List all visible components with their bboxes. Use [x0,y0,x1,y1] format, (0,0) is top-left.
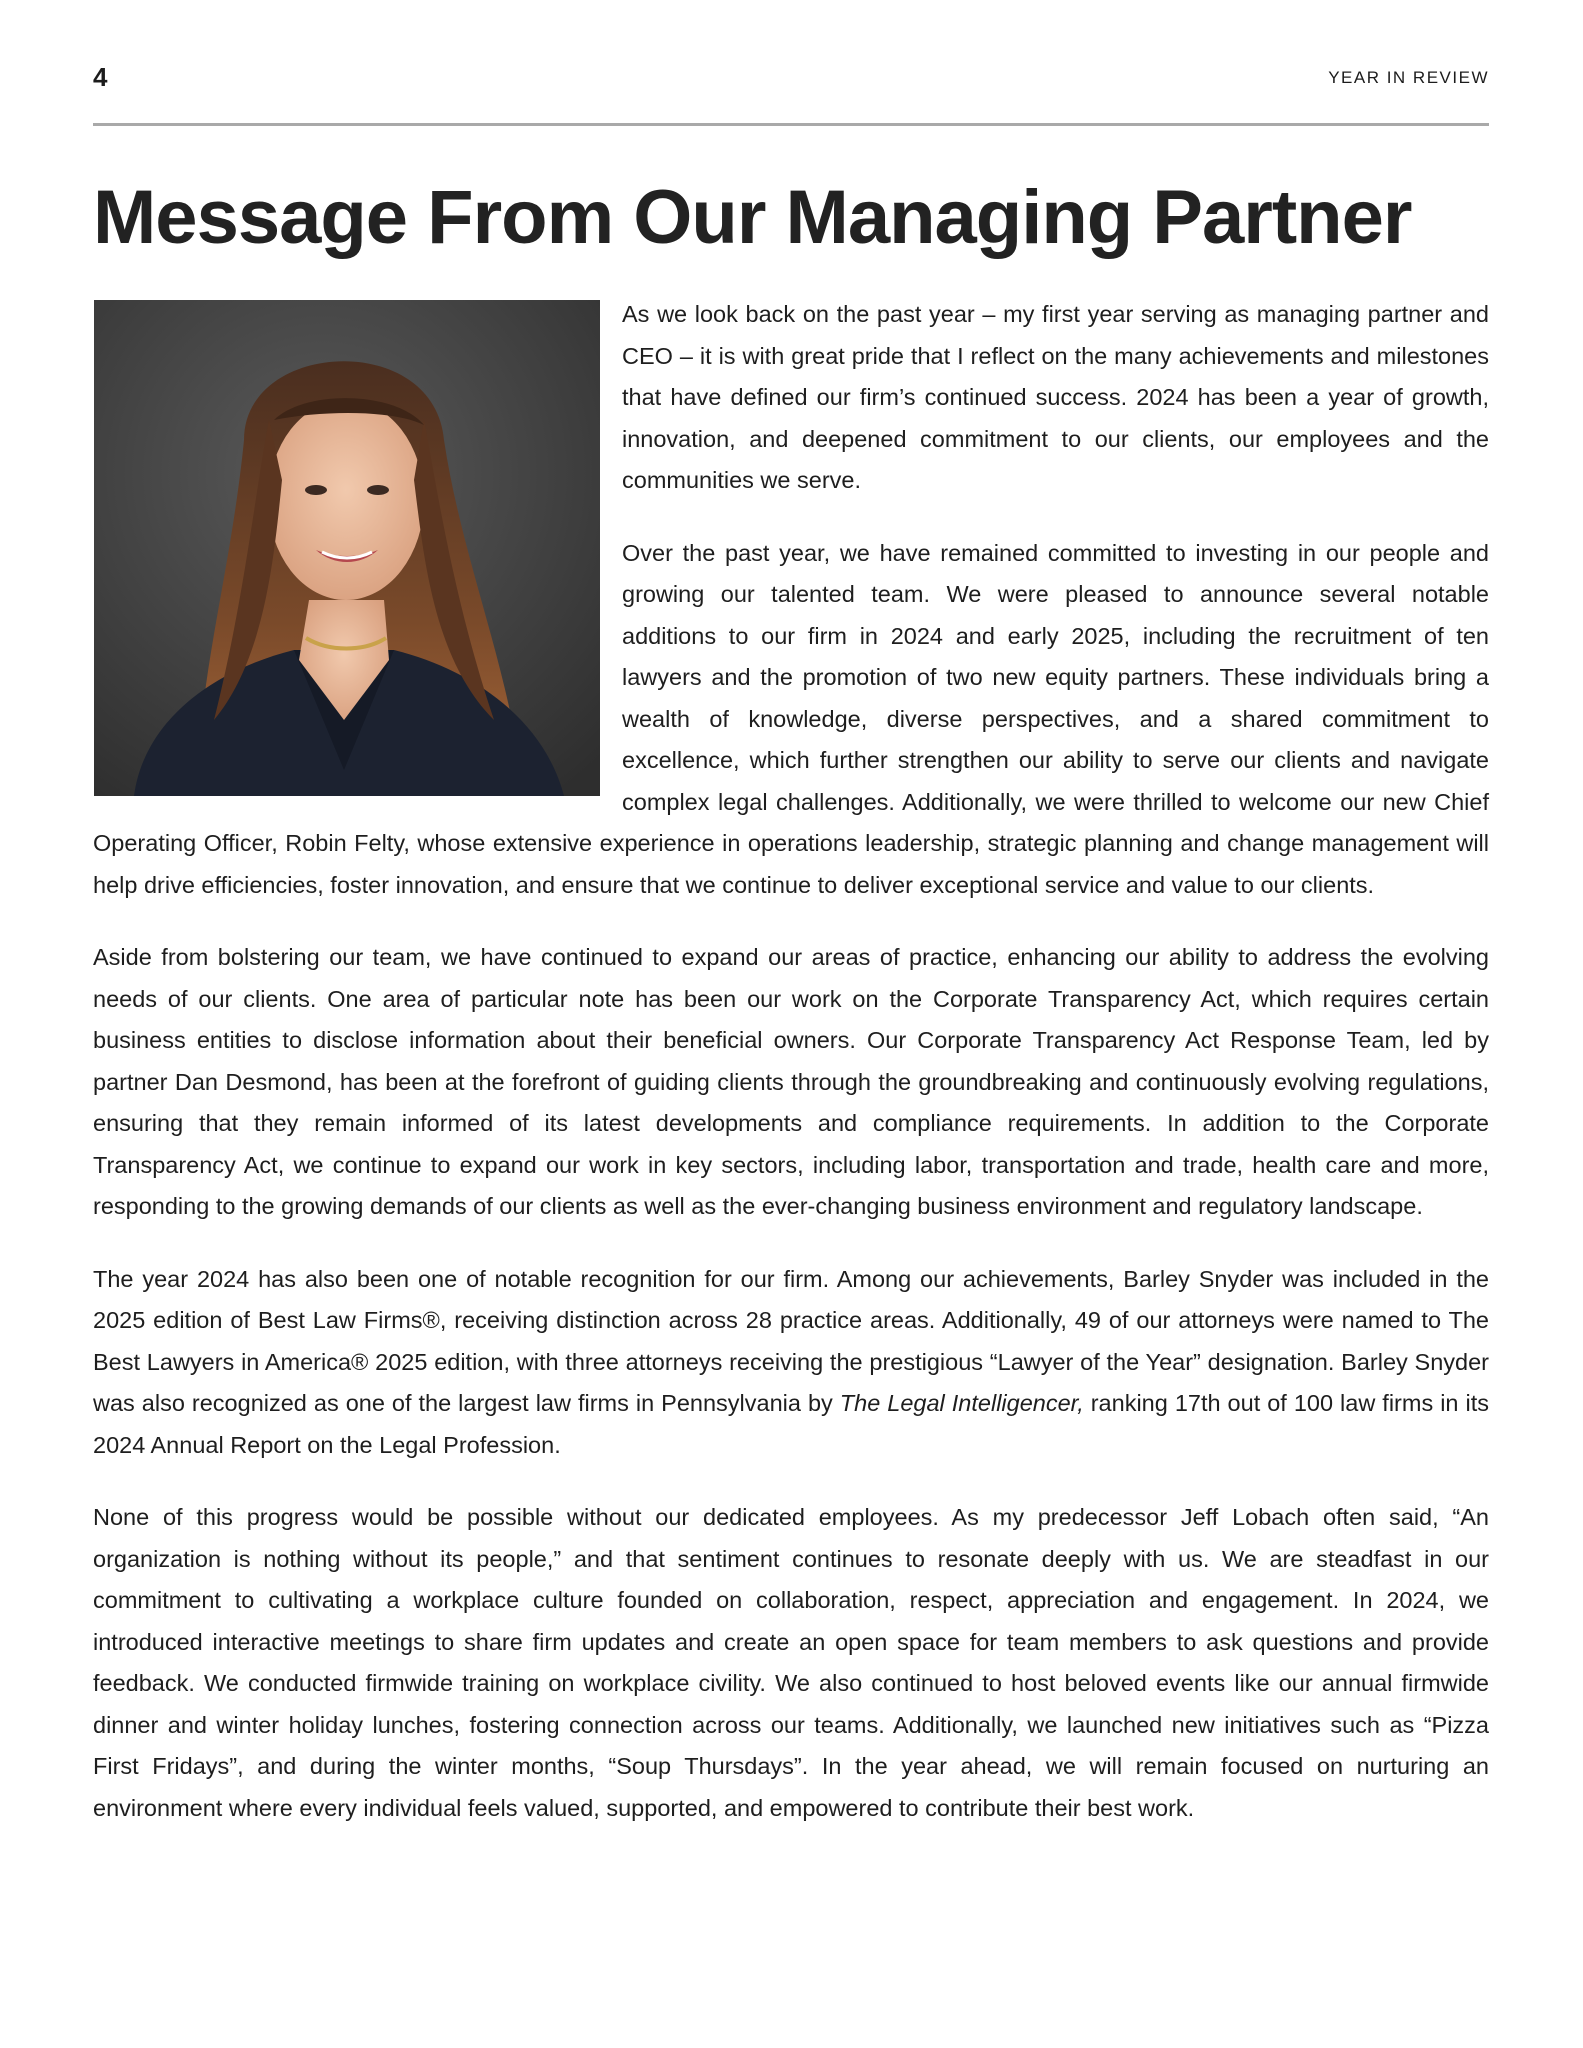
page-number: 4 [93,62,108,92]
header-divider [93,123,1489,126]
section-label: YEAR IN REVIEW [1328,68,1489,87]
photo-wrap-spacer [93,294,622,814]
page-title: Message From Our Managing Partner [93,175,1412,260]
letter-body [93,294,1489,1860]
paragraph-2: Over the past year, we have remained committed to investing in our people and growing our talented team. We were pleased to announce several notable additions to our firm in 2024 and early 2025, including the recruitment of ten lawyers and the promotion of two new equity partners. These individuals bring a wealth of knowledge, diverse perspectives, and a shared commitment to excellence, which further strengthen our ability to serve our clients and navigate complex legal challenges. Additionally, we were thrilled to welcome our new Chief Operating Officer, Robin Felty, whose extensive experience in operations leadership, strategic planning and change management will help drive efficiencies, foster innovation, and ensure that we continue to deliver exceptional service and value to our clients. [93,539,1489,898]
paragraph-3: Aside from bolstering our team, we have continued to expand our areas of practice, enhancing our ability to address the evolving needs of our clients. One area of particular note has been our work on the Corporate Transparency Act, which requires certain business entities to disclose information about their beneficial owners. Our Corporate Transparency Act Response Team, led by partner Dan Desmond, has been at the forefront of guiding clients through the groundbreaking and continuously evolving regulations, ensuring that they remain informed of its latest developments and compliance requirements. In addition to the Corporate Transparency Act, we continue to expand our work in key sectors, including labor, transportation and trade, health care and more, responding to the growing demands of our clients as well as the ever-changing business environment and regulatory landscape. [93,944,1489,1219]
publication-name: The Legal Intelligencer, [839,1390,1084,1416]
paragraph-4-text-end: ranking 17th out of 100 law firms in its 2024 Annual Report on the Legal Profession. [93,1390,1489,1458]
paragraph-4 [93,1259,1489,1467]
paragraph-1: As we look back on the past year – my first year serving as managing partner and CEO – it is with great pride that I reflect on the many achievements and milestones that have defined our firm’s continued success. 2024 has been a year of growth, innovation, and deepened commitment to our clients, our employees and the communities we serve. [622,301,1489,493]
paragraph-4-text: The year 2024 has also been one of notable recognition for our firm. Among our achievements, Barley Snyder was included in the 2025 edition of Best Law Firms®, receiving distinction across 28 practice areas. Additionally, 49 of our attorneys were named to The Best Lawyers in America® 2025 edition, with three attorneys receiving the prestigious “Lawyer of the Year” designation. Barley Snyder was also recognized as one of the largest law firms in Pennsylvania by [93,1265,1489,1416]
paragraph-5: None of this progress would be possible without our dedicated employees. As my predecessor Jeff Lobach often said, “An organization is nothing without its people,” and that sentiment continues to resonate deeply with us. We are steadfast in our commitment to cultivating a workplace culture founded on collaboration, respect, appreciation and engagement. In 2024, we introduced interactive meetings to share firm updates and create an open space for team members to ask questions and provide feedback. We conducted firmwide training on workplace civility. We also continued to host beloved events like our annual firmwide dinner and winter holiday lunches, fostering connection across our teams. Additionally, we launched new initiatives such as “Pizza First Fridays”, and during the winter months, “Soup Thursdays”. In the year ahead, we will remain focused on nurturing an environment where every individual feels valued, supported, and empowered to contribute their best work. [93,1504,1489,1821]
